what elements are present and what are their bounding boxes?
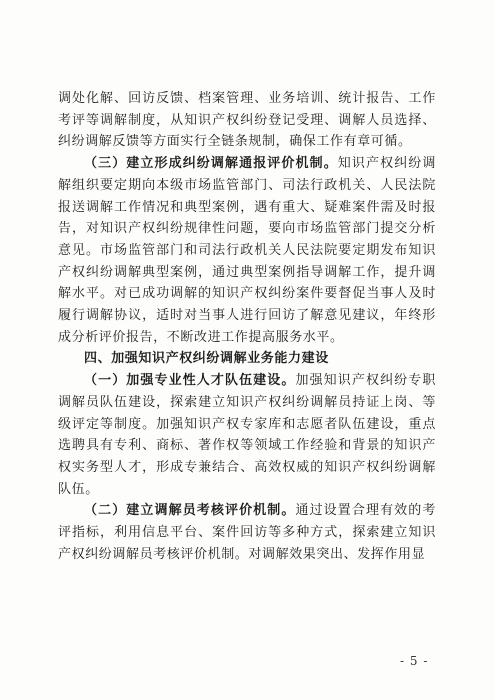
paragraph-section-3	[58, 153, 436, 348]
paragraph-section-4-1	[58, 370, 436, 500]
paragraph-section-4-2	[58, 500, 436, 565]
paragraph-text: 通过设置合理有效的考评指标，利用信息平台、案件回访等多种方式，探索建立知识产权纠纷调解员考核评价机制。对调解效果突出、发挥作用显	[58, 503, 436, 562]
section-3-heading: （三）建立形成纠纷调解通报评价机制。	[84, 156, 338, 172]
section-4-1-heading: （一）加强专业性人才队伍建设。	[84, 373, 296, 389]
paragraph-text: 加强知识产权纠纷专职调解员队伍建设，探索建立知识产权纠纷调解员持证上岗、等级评定等制度。加强知识产权专家库和志愿者队伍建设，重点选聘具有专利、商标、著作权等领域工作经验和背景的知识产权实务型人才，形成专兼结合、高效权威的知识产权纠纷调解队伍。	[58, 373, 436, 497]
paragraph-text: 知识产权纠纷调解组织要定期向本级市场监管部门、司法行政机关、人民法院报送调解工作情况和典型案例，遇有重大、疑难案件需及时报告，对知识产权纠纷规律性问题，要向市场监管部门提交分析意见。市场监管部门和司法行政机关人民法院要定期发布知识产权纠纷调解典型案例，通过典型案例指导调解工作，提升调解水平。对已成功调解的知识产权纠纷案件要督促当事人及时履行调解协议，适时对当事人进行回访了解意见建议，年终形成分析评价报告，不断改进工作提高服务水平。	[58, 156, 436, 345]
section-4-2-heading: （二）建立调解员考核评价机制。	[84, 503, 296, 519]
chapter-4-heading	[58, 348, 436, 370]
document-body	[58, 88, 436, 565]
page-number: - 5 -	[400, 654, 429, 668]
chapter-heading-text: 四、加强知识产权纠纷调解业务能力建设	[84, 351, 329, 367]
paragraph-continuation	[58, 88, 436, 153]
paragraph-text: 调处化解、回访反馈、档案管理、业务培训、统计报告、工作考评等调解制度，从知识产权纠纷登记受理、调解人员选择、纠纷调解反馈等方面实行全链条规制，确保工作有章可循。	[58, 91, 436, 150]
